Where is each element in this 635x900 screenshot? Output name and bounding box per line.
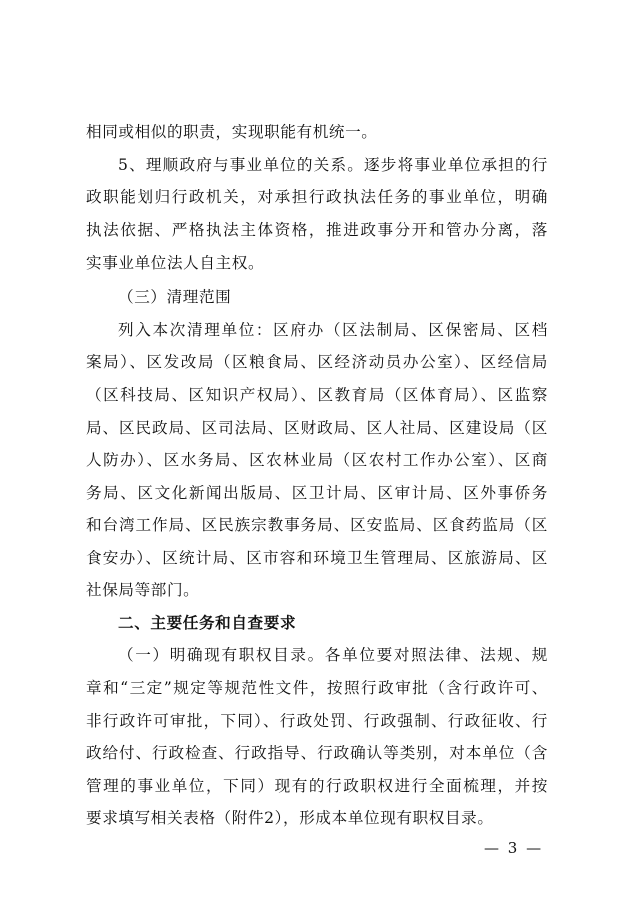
page-number: — 3 — xyxy=(484,839,544,857)
body-text-line: 案局）、区发改局（区粮食局、区经济动员办公室）、区经信局 xyxy=(86,353,548,371)
body-text-line: 人防办）、区水务局、区农林业局（区农村工作办公室）、区商 xyxy=(86,451,548,469)
body-text-line: 政给付、行政检查、行政指导、行政确认等类别，对本单位（含 xyxy=(86,744,548,762)
body-text-line: 章和“三定”规定等规范性文件，按照行政审批（含行政许可、 xyxy=(86,679,548,697)
body-text-line: 和台湾工作局、区民族宗教事务局、区安监局、区食药监局（区 xyxy=(86,516,548,534)
body-text-line: 执法依据、严格执法主体资格，推进政事分开和管办分离，落 xyxy=(86,221,548,239)
body-text-line: 局、区民政局、区司法局、区财政局、区人社局、区建设局（区 xyxy=(86,419,548,437)
section-heading: 二、主要任务和自查要求 xyxy=(118,614,297,632)
subsection-heading: （三）清理范围 xyxy=(118,288,232,306)
body-text-line: （区科技局、区知识产权局）、区教育局（区体育局）、区监察 xyxy=(86,386,548,404)
body-text-line: 政职能划归行政机关，对承担行政执法任务的事业单位，明确 xyxy=(86,188,548,206)
body-text-line: 实事业单位法人自主权。 xyxy=(86,254,265,272)
body-text-line: 社保局等部门。 xyxy=(86,581,200,599)
body-text-line: 列入本次清理单位：区府办（区法制局、区保密局、区档 xyxy=(118,321,548,339)
body-text-line: 5、理顺政府与事业单位的关系。逐步将事业单位承担的行 xyxy=(118,156,548,174)
body-text-line: 相同或相似的职责，实现职能有机统一。 xyxy=(86,123,378,141)
body-text-line: 务局、区文化新闻出版局、区卫计局、区审计局、区外事侨务 xyxy=(86,484,548,502)
body-text-line: 非行政许可审批，下同）、行政处罚、行政强制、行政征收、行 xyxy=(86,712,548,730)
body-text-line: 管理的事业单位，下同）现有的行政职权进行全面梳理，并按 xyxy=(86,777,548,795)
body-text-line: （一）明确现有职权目录。各单位要对照法律、法规、规 xyxy=(118,646,548,664)
body-text-line: 食安办）、区统计局、区市容和环境卫生管理局、区旅游局、区 xyxy=(86,549,548,567)
body-text-line: 要求填写相关表格（附件2），形成本单位现有职权目录。 xyxy=(86,809,494,827)
